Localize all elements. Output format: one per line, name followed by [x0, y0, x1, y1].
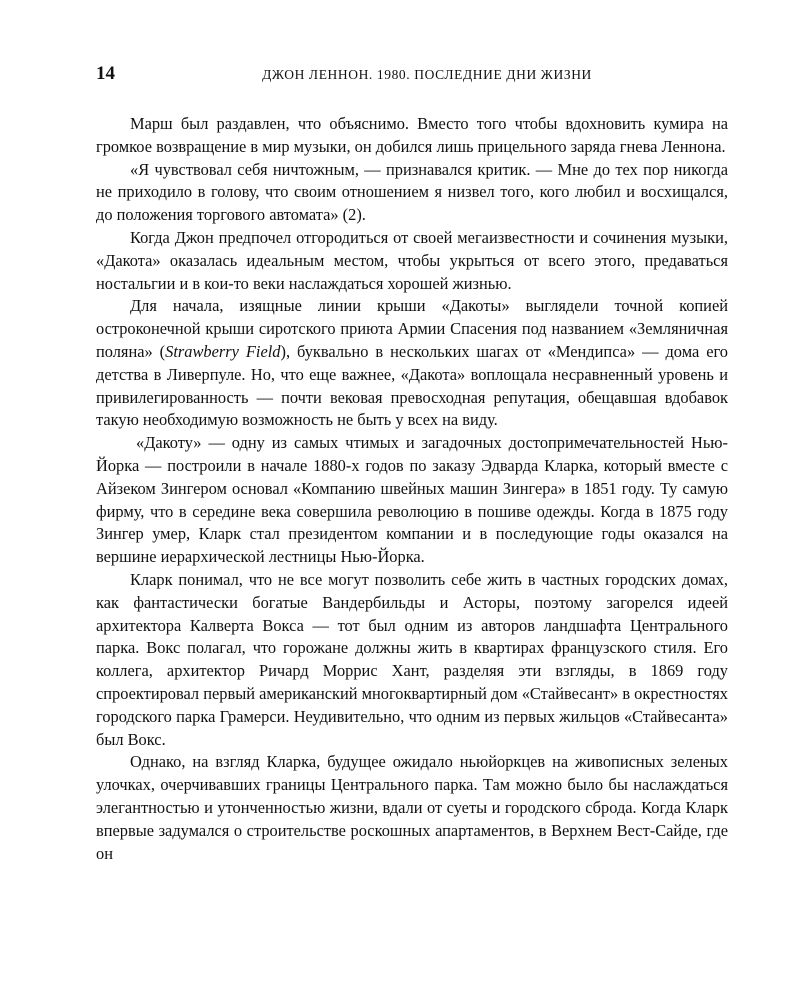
paragraph-roof-text-start: Для начала, изящные линии крыши «Дакоты» выглядели точной копией остроконечной крыши сиротского приюта Армии Спасения под названием «Земляничная поляна» (	[96, 296, 728, 361]
paragraph-roof-text-end: ), буквально в нескольких шагах от «Мендипса» — дома его детства в Ливерпуле. Но, что еще важнее, «Дакота» воплощала несравненный уровень и привилегированность — почти вековая превосходная репутация, обещавшая вдобавок такую необходимую возможность не быть у всех на виду.	[96, 341, 728, 430]
paragraph-marsh: Марш был раздавлен, что объяснимо. Вместо того чтобы вдохновить кумира на громкое возвращение в мир музыки, он добился лишь прицельного заряда гнева Леннона.	[96, 114, 728, 156]
body-text	[96, 113, 728, 865]
paragraph-clark-vaux: Кларк понимал, что не все могут позволить себе жить в частных городских домах, как фантастически богатые Вандербильды и Асторы, поэтому загорелся идеей архитектора Калверта Вокса — тот был одним из авторов ландшафта Центрального парка. Вокс полагал, что горожане должны жить в квартирах французского стиля. Его коллега, архитектор Ричард Моррис Хант, разделяя эти взгляды, в 1869 году спроектировал первый американский многоквартирный дом «Стайвесант» в окрестностях городского парка Грамерси. Неудивительно, что одним из первых жильцов «Стайвесанта» был Вокс.	[96, 569, 728, 749]
strawberry-field-italic: Strawberry Field	[165, 341, 281, 361]
paragraph-critic-quote: «Я чувствовал себя ничтожным, — признавался критик. — Мне до тех пор никогда не приходило в голову, что своим отношением я низвел того, кого любил и восхищался, до положения торгового автомата» (2).	[96, 159, 728, 225]
page-header	[96, 62, 728, 86]
paragraph-central-park: Однако, на взгляд Кларка, будущее ожидало ньюйоркцев на живописных зеленых улочках, очерчивавших границы Центрального парка. Там можно было бы наслаждаться элегантностью и утонченностью жизни, вдали от суеты и городского сброда. Когда Кларк впервые задумался о строительстве роскошных апартаментов, в Верхнем Вест-Сайде, где он	[96, 752, 728, 863]
paragraph-roof	[96, 295, 728, 432]
page-number: 14	[96, 63, 115, 84]
paragraph-dakota-history: «Дакоту» — одну из самых чтимых и загадочных достопримечательностей Нью-Йорка — построили в начале 1880-х годов по заказу Эдварда Кларка, который вместе с Айзеком Зингером основал «Компанию швейных машин Зингера» в 1851 году. Ту самую фирму, что в середине века совершила революцию в пошиве одежды. Когда в 1875 году Зингер умер, Кларк стал президентом компании и в последующие годы оказался на вершине иерархической лестницы Нью-Йорка.	[96, 433, 728, 567]
running-title: ДЖОН ЛЕННОН. 1980. ПОСЛЕДНИЕ ДНИ ЖИЗНИ	[262, 67, 592, 82]
paragraph-john-dakota: Когда Джон предпочел отгородиться от своей мегаизвестности и сочинения музыки, «Дакота» оказалась идеальным местом, чтобы укрыться от всего этого, предаваться ностальгии и в кои-то веки наслаждаться хорошей жизнью.	[96, 227, 728, 293]
